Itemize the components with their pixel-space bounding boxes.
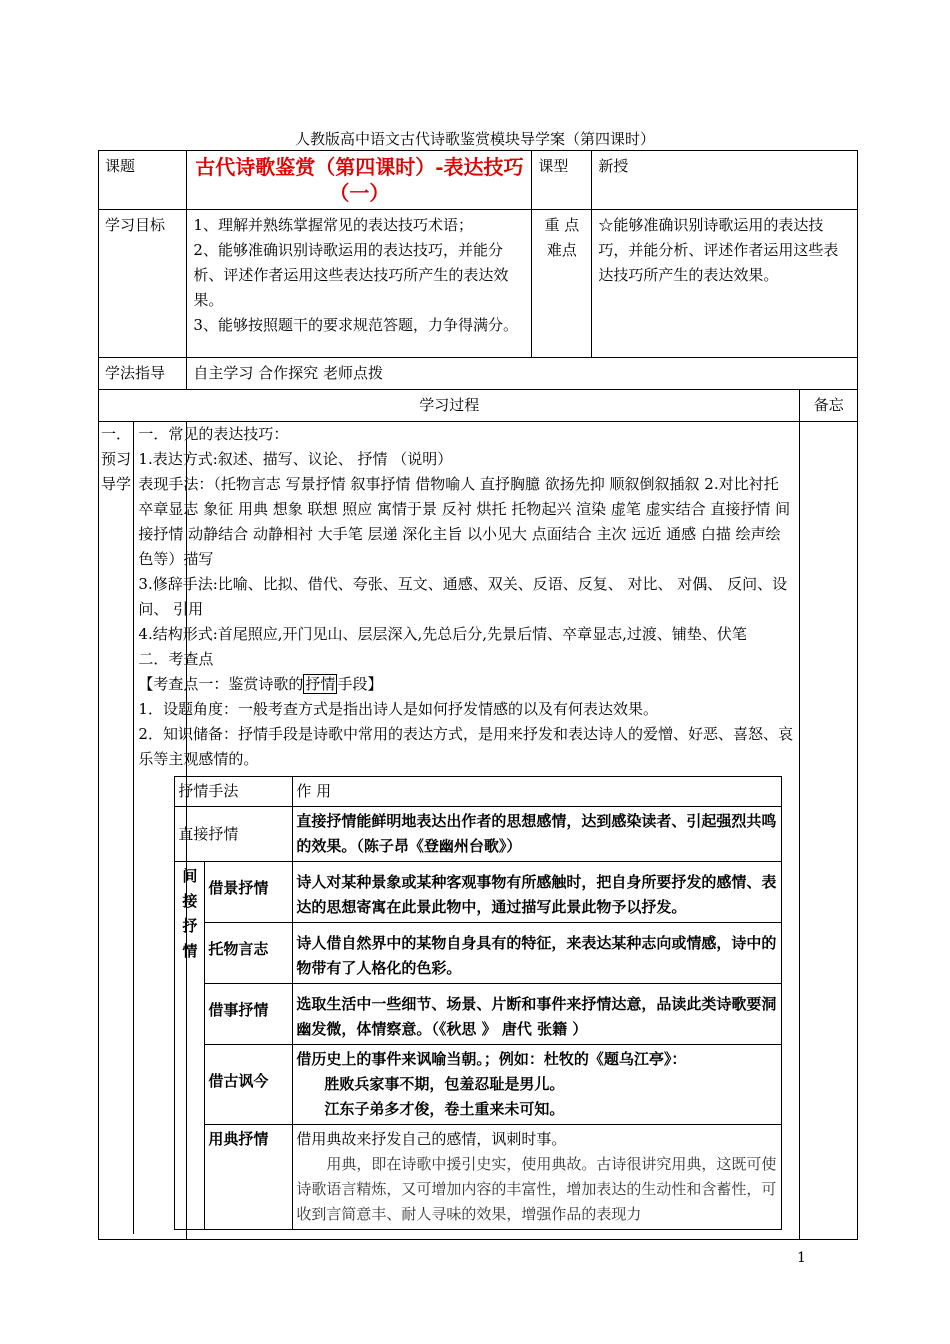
- lyric-method-table: [174, 776, 782, 1230]
- test-point-heading: 【考查点一：鉴赏诗歌的 抒情 手段】: [138, 675, 383, 693]
- row-label: 借景抒情: [205, 862, 293, 923]
- goals-row: [99, 210, 858, 358]
- page-number: 1: [797, 1250, 806, 1266]
- indirect-label: 间接抒情: [175, 862, 205, 1230]
- allusion-cell: 借用典故来抒发自己的感情，讽刺时事。 用典，即在诗歌中援引史实，使用典故。古诗很讲究用典，这既可使诗歌语言精炼，又可增加内容的丰富性，增加表达的生动性和含蓄性，可收到言简意丰、耐人寻味的效果，增强作品的表现力: [293, 1125, 782, 1230]
- head-method: 抒情手法: [175, 777, 293, 807]
- text-line: 3.修辞手法:比喻、比拟、借代、夸张、互文、通感、双关、反语、反复、 对比、 对偶、 反问、设问、 引用: [138, 575, 788, 618]
- method-text: 自主学习 合作探究 老师点拨: [187, 358, 858, 390]
- head-effect: 作 用: [293, 777, 782, 807]
- course-label: 课题: [99, 151, 187, 210]
- allusion-label: 用典抒情: [205, 1125, 293, 1230]
- text-line: 1.表达方式:叙述、描写、议论、 抒情 （说明）: [138, 450, 453, 468]
- page-title: 人教版高中语文古代诗歌鉴赏模块导学案（第四课时）: [294, 130, 655, 148]
- ancient-cell: 借历史上的事件来讽喻当朝。；例如：杜牧的《题乌江亭》： 胜败兵家事不期，包羞忍耻是男儿。 江东子弟多才俊，卷土重来未可知。: [293, 1045, 782, 1125]
- row-label: 借事抒情: [205, 984, 293, 1045]
- text-line: 1．设题角度：一般考查方式是指出诗人是如何抒发情感的以及有何表达效果。: [138, 700, 658, 718]
- process-content: [138, 422, 800, 1240]
- method-label: 学法指导: [99, 358, 187, 390]
- row-text: 诗人借自然界中的某物自身具有的特征，来表达某种志向或情感，诗中的物带有了人格化的色彩。: [293, 923, 782, 984]
- method-row: [99, 358, 858, 390]
- allusion-detail: 用典，即在诗歌中援引史实，使用典故。古诗很讲究用典，这既可使诗歌语言精炼，又可增加内容的丰富性，增加表达的生动性和含蓄性，可收到言简意丰、耐人寻味的效果，增强作品的表现力: [296, 1155, 777, 1223]
- lesson-plan-table: [98, 150, 858, 1240]
- ancient-label: 借古讽今: [205, 1045, 293, 1125]
- key-label: 重 点难点: [532, 210, 592, 358]
- poem-line: 江东子弟多才俊，卷土重来未可知。: [324, 1100, 565, 1118]
- highlight-term: 抒情: [305, 675, 336, 693]
- text-line: 4.结构形式:首尾照应,开门见山、层层深入,先总后分,先景后情、卒章显志,过渡、铺垫、伏笔: [138, 625, 747, 643]
- text-line: 表现手法：（托物言志 写景抒情 叙事抒情 借物喻人 直抒胸臆 欲扬先抑 顺叙倒叙插叙 2.对比衬托 卒章显志 象征 用典 想象 联想 照应 寓情于景 反衬 烘托 托物起兴 渲染 虚笔 虚实结合 直接抒情 间接抒情 动静结合 动静相衬 大手笔 层递 深化主旨 以小见大 点面结合 主次 远近 通感 白描 绘声绘色等）描写: [138, 475, 791, 568]
- side-label: 一．预习导学: [99, 422, 134, 1234]
- text-line: 2．知识储备：抒情手段是诗歌中常用的表达方式，是用来抒发和表达诗人的爱憎、好恶、喜怒、哀乐等主观感情的。: [138, 725, 793, 768]
- memo-header: 备忘: [800, 390, 858, 422]
- process-header-row: [99, 390, 858, 422]
- goals-list: [187, 210, 532, 358]
- memo-cell: [800, 422, 858, 1240]
- course-title: 古代诗歌鉴赏（第四课时）-表达技巧（一）: [187, 151, 532, 210]
- type-value: 新授: [592, 151, 858, 210]
- row-label: 托物言志: [205, 923, 293, 984]
- direct-text: 直接抒情能鲜明地表达出作者的思想感情，达到感染读者、引起强烈共鸣的效果。（陈子昂《登幽州台歌》）: [293, 807, 782, 862]
- row-text: 诗人对某种景象或某种客观事物有所感触时，把自身所要抒发的感情、表达的思想寄寓在此景此物中，通过描写此景此物予以抒发。: [293, 862, 782, 923]
- poem-line: 胜败兵家事不期，包羞忍耻是男儿。: [324, 1075, 565, 1093]
- goals-label: 学习目标: [99, 210, 187, 358]
- goal-item: 2、能够准确识别诗歌运用的表达技巧，并能分析、评述作者运用这些表达技巧所产生的表达效果。: [193, 241, 509, 309]
- direct-label: 直接抒情: [175, 807, 293, 862]
- goal-item: 1、理解并熟练掌握常见的表达技巧术语；: [193, 216, 473, 234]
- process-body-row: [99, 422, 858, 1240]
- key-text: ☆能够准确识别诗歌运用的表达技巧，并能分析、评述作者运用这些表达技巧所产生的表达效果。: [592, 210, 858, 358]
- process-header: 学习过程: [99, 390, 800, 422]
- row-text: 选取生活中一些细节、场景、片断和事件来抒情达意，品读此类诗歌要洞幽发微，体情察意。（《秋思 》 唐代 张籍 ）: [293, 984, 782, 1045]
- goal-item: 3、能够按照题干的要求规范答题，力争得满分。: [193, 316, 518, 334]
- section-heading: 一．常见的表达技巧：: [138, 425, 289, 443]
- section-heading: 二．考查点: [138, 650, 214, 668]
- header-row: [99, 151, 858, 210]
- type-label: 课型: [532, 151, 592, 210]
